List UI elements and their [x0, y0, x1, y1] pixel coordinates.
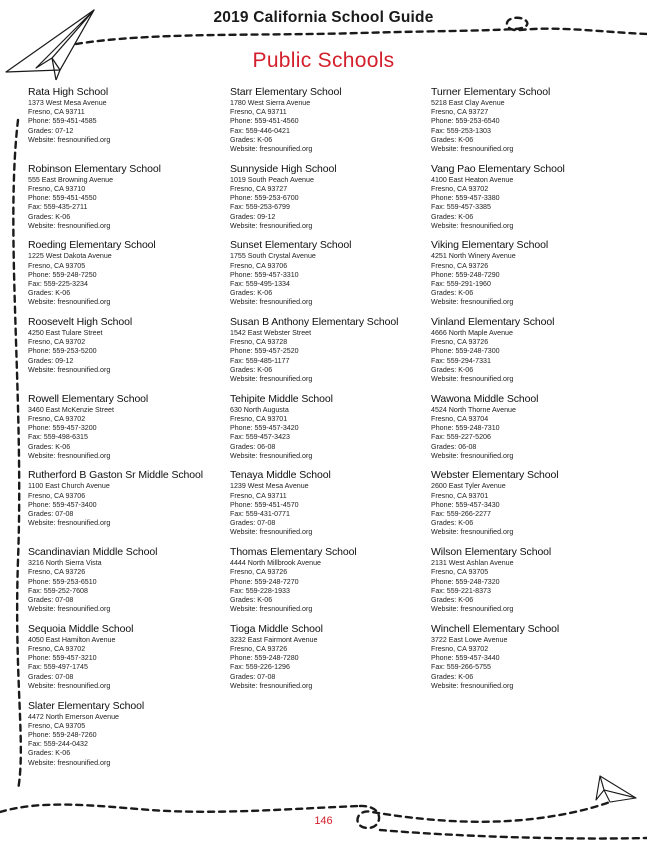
school-detail-line: Website: fresnounified.org [431, 528, 514, 537]
school-city: Fresno, CA 93705 [431, 568, 489, 577]
school-detail-line: Website: fresnounified.org [28, 298, 111, 307]
school-detail-line: Fax: 559-291-1960 [431, 279, 491, 288]
school-city: Fresno, CA 93701 [230, 414, 288, 423]
school-entry [28, 393, 228, 470]
school-address: 1755 South Crystal Avenue [230, 252, 316, 261]
school-detail-line: Phone: 559-457-3310 [230, 270, 299, 279]
guide-title: 2019 California School Guide [213, 9, 434, 26]
school-detail-line: Phone: 559-253-6700 [230, 194, 299, 203]
school-name: Slater Elementary School [28, 699, 145, 712]
school-address: 1225 West Dakota Avenue [28, 252, 112, 261]
school-detail-line: Fax: 559-266-5755 [431, 663, 491, 672]
school-name: Susan B Anthony Elementary School [230, 316, 399, 329]
school-column [28, 86, 228, 776]
school-detail-line: Grades: K-06 [28, 289, 71, 298]
school-detail-line: Grades: K-06 [431, 212, 474, 221]
school-address: 1373 West Mesa Avenue [28, 99, 107, 107]
school-entry [431, 163, 631, 240]
school-address: 3232 East Fairmont Avenue [230, 635, 318, 644]
school-detail-line: Phone: 559-457-2520 [230, 347, 299, 356]
school-detail-line: Phone: 559-457-3430 [431, 500, 500, 509]
school-name: Thomas Elementary School [230, 546, 357, 559]
school-detail-line: Website: fresnounified.org [28, 605, 111, 614]
school-entry [431, 393, 631, 470]
school-detail-line: Website: fresnounified.org [28, 135, 111, 144]
school-detail-line: Website: fresnounified.org [230, 145, 313, 154]
school-detail-line: Phone: 559-451-4570 [230, 500, 299, 509]
school-address: 1239 West Mesa Avenue [230, 482, 309, 491]
school-city: Fresno, CA 93726 [431, 338, 489, 347]
school-entry [230, 623, 430, 700]
school-detail-line: Website: fresnounified.org [431, 681, 514, 690]
school-name: Webster Elementary School [431, 469, 559, 482]
school-detail-line: Grades: K-06 [431, 595, 474, 604]
school-address: 3460 East McKenzie Street [28, 405, 114, 414]
school-detail-line: Grades: 09-12 [230, 212, 276, 221]
school-detail-line: Grades: 07-08 [28, 510, 74, 519]
school-name: Viking Elementary School [431, 239, 549, 252]
school-detail-line: Fax: 559-225-3234 [28, 279, 88, 288]
school-detail-line: Fax: 559-252-7608 [28, 586, 88, 595]
school-detail-line: Website: fresnounified.org [230, 375, 313, 384]
school-city: Fresno, CA 93706 [230, 261, 288, 270]
school-city: Fresno, CA 93726 [230, 568, 288, 577]
school-address: 2600 East Tyler Avenue [431, 482, 506, 491]
school-detail-line: Fax: 559-446-0421 [230, 126, 290, 135]
school-detail-line: Website: fresnounified.org [28, 519, 111, 528]
school-address: 4666 North Maple Avenue [431, 329, 513, 338]
school-city: Fresno, CA 93727 [230, 184, 288, 193]
school-city: Fresno, CA 93705 [28, 261, 86, 270]
school-city: Fresno, CA 93711 [230, 108, 287, 117]
school-detail-line: Fax: 559-435-2711 [28, 203, 88, 212]
school-name: Roosevelt High School [28, 316, 133, 329]
school-name: Starr Elementary School [230, 86, 342, 98]
school-detail-line: Grades: 07-08 [230, 672, 276, 681]
school-name: Scandinavian Middle School [28, 546, 158, 559]
school-detail-line: Grades: K-06 [431, 289, 474, 298]
school-detail-line: Phone: 559-457-3440 [431, 654, 500, 663]
school-detail-line: Fax: 559-226-1296 [230, 663, 290, 672]
school-city: Fresno, CA 93701 [431, 491, 489, 500]
school-column [431, 86, 631, 700]
school-entry [28, 469, 228, 546]
school-detail-line: Grades: 07-08 [28, 672, 74, 681]
school-name: Rata High School [28, 86, 109, 98]
school-detail-line: Grades: 07-08 [28, 595, 74, 604]
school-detail-line: Website: fresnounified.org [431, 375, 514, 384]
school-city: Fresno, CA 93726 [431, 261, 489, 270]
school-address: 4251 North Winery Avenue [431, 252, 516, 261]
school-name: Vang Pao Elementary School [431, 162, 565, 175]
school-detail-line: Phone: 559-253-6510 [28, 577, 97, 586]
school-detail-line: Fax: 559-244-0432 [28, 740, 88, 749]
school-entry [431, 623, 631, 700]
school-entry [230, 316, 430, 393]
school-name: Sequoia Middle School [28, 622, 134, 635]
school-detail-line: Phone: 559-451-4560 [230, 117, 299, 126]
school-entry [28, 316, 228, 393]
school-address: 4524 North Thorne Avenue [431, 405, 516, 414]
school-entry [230, 163, 430, 240]
school-detail-line: Grades: 07-12 [28, 126, 74, 135]
school-entry [28, 86, 228, 163]
school-detail-line: Phone: 559-451-4550 [28, 194, 97, 203]
school-name: Robinson Elementary School [28, 162, 161, 175]
school-name: Tenaya Middle School [230, 469, 331, 482]
school-entry [431, 86, 631, 163]
school-name: Sunnyside High School [230, 162, 337, 175]
school-entry [230, 393, 430, 470]
school-name: Rowell Elementary School [28, 392, 149, 405]
school-detail-line: Fax: 559-228-1933 [230, 586, 290, 595]
school-entry [230, 86, 430, 163]
school-entry [230, 546, 430, 623]
school-detail-line: Fax: 559-221-8373 [431, 586, 491, 595]
school-detail-line: Grades: 06-08 [230, 442, 276, 451]
school-detail-line: Phone: 559-253-5200 [28, 347, 97, 356]
school-city: Fresno, CA 93726 [230, 645, 288, 654]
school-entry [28, 163, 228, 240]
school-name: Rutherford B Gaston Sr Middle School [28, 469, 203, 482]
school-detail-line: Phone: 559-248-7310 [431, 424, 500, 433]
school-name: Roeding Elementary School [28, 239, 156, 252]
school-detail-line: Phone: 559-457-3210 [28, 654, 97, 663]
school-detail-line: Grades: 09-12 [28, 356, 74, 365]
school-detail-line: Website: fresnounified.org [230, 605, 313, 614]
school-detail-line: Website: fresnounified.org [28, 451, 111, 460]
school-entry [230, 239, 430, 316]
school-address: 2131 West Ashlan Avenue [431, 559, 514, 568]
school-detail-line: Website: fresnounified.org [230, 528, 313, 537]
school-detail-line: Phone: 559-248-7250 [28, 270, 97, 279]
school-detail-line: Fax: 559-294-7331 [431, 356, 491, 365]
school-detail-line: Website: fresnounified.org [28, 758, 111, 767]
school-address: 555 East Browning Avenue [28, 175, 114, 184]
school-entry [230, 469, 430, 546]
school-detail-line: Phone: 559-457-3400 [28, 500, 97, 509]
school-detail-line: Fax: 559-457-3423 [230, 433, 290, 442]
school-city: Fresno, CA 93727 [431, 108, 489, 117]
school-detail-line: Website: fresnounified.org [28, 681, 111, 690]
school-address: 1019 South Peach Avenue [230, 175, 314, 184]
school-city: Fresno, CA 93711 [28, 108, 85, 117]
school-detail-line: Fax: 559-266-2277 [431, 510, 491, 519]
school-detail-line: Grades: K-06 [28, 442, 71, 451]
school-name: Tioga Middle School [230, 622, 323, 635]
school-detail-line: Grades: 07-08 [230, 519, 276, 528]
school-detail-line: Fax: 559-485-1177 [230, 356, 290, 365]
school-detail-line: Fax: 559-495-1334 [230, 279, 290, 288]
school-address: 3722 East Lowe Avenue [431, 635, 508, 644]
school-detail-line: Fax: 559-457-3385 [431, 203, 491, 212]
school-detail-line: Phone: 559-457-3200 [28, 424, 97, 433]
school-detail-line: Phone: 559-248-7280 [230, 654, 299, 663]
school-city: Fresno, CA 93702 [28, 338, 86, 347]
school-address: 1542 East Webster Street [230, 329, 312, 338]
school-detail-line: Website: fresnounified.org [230, 451, 313, 460]
school-detail-line: Phone: 559-248-7260 [28, 730, 97, 739]
school-detail-line: Fax: 559-253-6799 [230, 203, 290, 212]
school-entry [28, 239, 228, 316]
school-detail-line: Website: fresnounified.org [431, 145, 514, 154]
school-entry [28, 700, 228, 777]
school-address: 1100 East Church Avenue [28, 482, 110, 491]
school-detail-line: Phone: 559-248-7270 [230, 577, 299, 586]
school-detail-line: Grades: 06-08 [431, 442, 477, 451]
school-detail-line: Grades: K-06 [28, 212, 71, 221]
school-detail-line: Fax: 559-253-1303 [431, 126, 491, 135]
school-entry [431, 316, 631, 393]
school-address: 3216 North Sierra Vista [28, 559, 102, 568]
school-city: Fresno, CA 93702 [431, 184, 489, 193]
school-address: 630 North Augusta [230, 405, 289, 414]
school-address: 4472 North Emerson Avenue [28, 712, 119, 721]
school-detail-line: Grades: K-06 [431, 672, 474, 681]
school-address: 4250 East Tulare Street [28, 329, 103, 338]
school-name: Winchell Elementary School [431, 622, 560, 635]
school-detail-line: Website: fresnounified.org [230, 298, 313, 307]
school-detail-line: Website: fresnounified.org [230, 681, 313, 690]
school-city: Fresno, CA 93710 [28, 184, 86, 193]
school-detail-line: Grades: K-06 [230, 135, 273, 144]
school-name: Sunset Elementary School [230, 239, 352, 252]
paper-plane-small-icon [596, 776, 636, 802]
school-address: 4050 East Hamilton Avenue [28, 635, 116, 644]
school-entry [28, 546, 228, 623]
school-city: Fresno, CA 93705 [28, 721, 86, 730]
school-name: Tehipite Middle School [230, 392, 333, 405]
school-city: Fresno, CA 93702 [28, 645, 86, 654]
school-detail-line: Fax: 559-431-0771 [230, 510, 290, 519]
section-title: Public Schools [252, 49, 395, 72]
school-detail-line: Fax: 559-227-5206 [431, 433, 491, 442]
school-name: Turner Elementary School [431, 86, 551, 98]
school-detail-line: Fax: 559-497-1745 [28, 663, 88, 672]
school-city: Fresno, CA 93706 [28, 491, 86, 500]
school-city: Fresno, CA 93726 [28, 568, 86, 577]
school-address: 1780 West Sierra Avenue [230, 99, 311, 107]
school-detail-line: Phone: 559-248-7320 [431, 577, 500, 586]
school-detail-line: Phone: 559-451-4585 [28, 117, 97, 126]
school-detail-line: Grades: K-06 [431, 135, 474, 144]
school-detail-line: Phone: 559-248-7300 [431, 347, 500, 356]
school-detail-line: Phone: 559-248-7290 [431, 270, 500, 279]
school-city: Fresno, CA 93702 [28, 414, 86, 423]
school-detail-line: Website: fresnounified.org [28, 365, 111, 374]
school-detail-line: Website: fresnounified.org [431, 298, 514, 307]
school-detail-line: Grades: K-06 [431, 365, 474, 374]
school-address: 4100 East Heaton Avenue [431, 175, 514, 184]
school-detail-line: Website: fresnounified.org [230, 221, 313, 230]
school-detail-line: Website: fresnounified.org [28, 221, 111, 230]
school-name: Vinland Elementary School [431, 316, 555, 329]
school-entry [431, 469, 631, 546]
school-detail-line: Grades: K-06 [230, 289, 273, 298]
school-detail-line: Website: fresnounified.org [431, 221, 514, 230]
school-city: Fresno, CA 93704 [431, 414, 489, 423]
school-address: 5218 East Clay Avenue [431, 99, 505, 107]
school-detail-line: Grades: K-06 [431, 519, 474, 528]
school-name: Wawona Middle School [431, 392, 539, 405]
school-address: 4444 North Millbrook Avenue [230, 559, 321, 568]
school-detail-line: Grades: K-06 [28, 749, 71, 758]
school-detail-line: Phone: 559-457-3380 [431, 194, 500, 203]
school-entry [28, 623, 228, 700]
school-detail-line: Fax: 559-498-6315 [28, 433, 88, 442]
school-detail-line: Website: fresnounified.org [431, 451, 514, 460]
school-entry [431, 546, 631, 623]
school-city: Fresno, CA 93702 [431, 645, 489, 654]
school-entry [431, 239, 631, 316]
school-detail-line: Phone: 559-457-3420 [230, 424, 299, 433]
school-name: Wilson Elementary School [431, 546, 552, 559]
page-number: 146 [314, 815, 333, 827]
school-city: Fresno, CA 93728 [230, 338, 288, 347]
school-detail-line: Website: fresnounified.org [431, 605, 514, 614]
school-detail-line: Grades: K-06 [230, 365, 273, 374]
school-city: Fresno, CA 93711 [230, 491, 287, 500]
school-detail-line: Grades: K-06 [230, 595, 273, 604]
school-column [230, 86, 430, 700]
school-detail-line: Phone: 559-253-6540 [431, 117, 500, 126]
